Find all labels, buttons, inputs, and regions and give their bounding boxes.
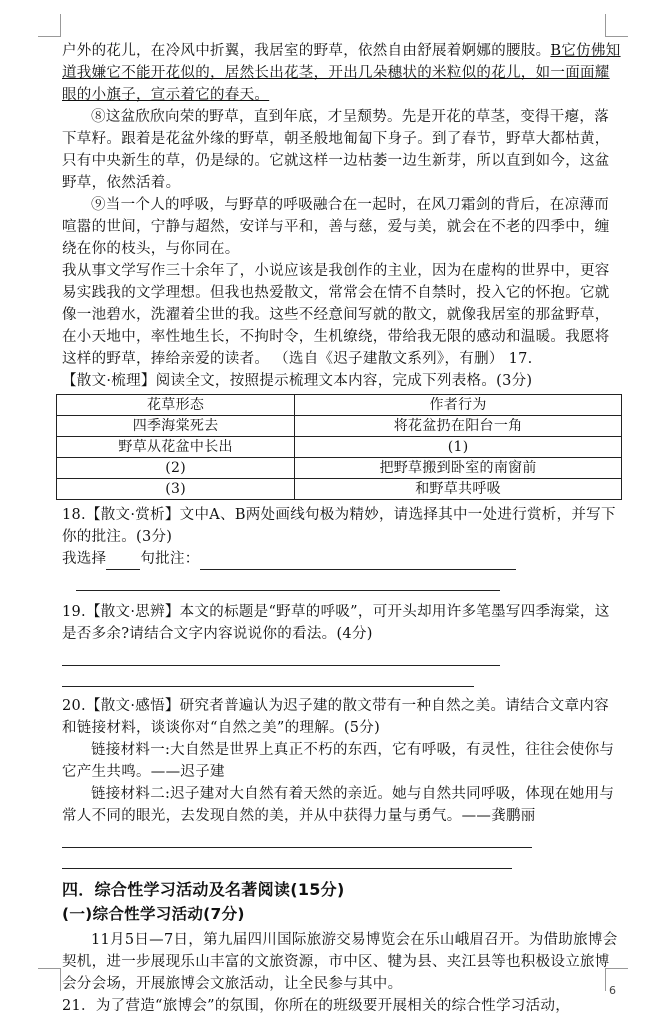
paragraph-9: ⑨当一个人的呼吸，与野草的呼吸融合在一起时，在风刀霜剑的背后，在凉薄而喧嚣的世间，宁静与超然，安详与平和，善与慈，爱与美，就会在不老的四季中，缠绕在你的枝头，与你同在。 [62, 197, 610, 257]
table-header-cell: 花草形态 [57, 395, 295, 416]
crop-mark-bottom-left [38, 968, 61, 991]
table-cell: 野草从花盆中长出 [57, 437, 295, 458]
table-cell: 四季海棠死去 [57, 416, 295, 437]
table-row [57, 437, 622, 458]
section-title: 四．综合性学习活动及名著阅读(15分) [62, 880, 345, 899]
answer-line[interactable] [76, 570, 500, 591]
q17-text: 阅读全文，按照提示梳理文本内容，完成下列表格。(3分) [155, 373, 533, 389]
q18-answer-line [62, 548, 622, 570]
crop-mark-top-right [605, 14, 628, 37]
answer-cell-2[interactable]: (2) [57, 458, 295, 479]
table-cell: 把野草搬到卧室的南窗前 [295, 458, 622, 479]
document-page [62, 40, 622, 1017]
author-note-text: 我从事文学写作三十余年了，小说应该是我创作的主业，因为在虚构的世界中，更容易实践我的文学理想。但我也热爱散文，常常会在情不自禁时，投入它的怀抱。它就像一池碧水，洗濯着尘世的我。这些不经意间写就的散文，就像我居室的那盆野草，在小天地中，率性地生长，不拘时令，生机缭绕，带给我无限的感动和温暖。我愿将这样的野草，捧给亲爱的读者。 [62, 263, 610, 367]
crop-mark-top-left [38, 14, 61, 37]
answer-cell-3[interactable]: (3) [57, 479, 295, 500]
paragraph-8: ⑧这盆欣欣向荣的野草，直到年底，才呈颓势。先是开花的草茎，变得干瘪，落下草籽。跟着是花盆外缘的野草，朝圣般地匍匐下身子。到了春节，野草大都枯黄，只有中央新生的草，仍是绿的。它就这样一边枯萎一边生新芽，所以直到如今，这盆野草，依然活着。 [62, 109, 610, 191]
answer-line[interactable] [62, 848, 512, 869]
q18-prompt: 18.【散文·赏析】文中A、B两处画线句极为精妙，请选择其中一处进行赏析，并写下你的批注。(3分) [62, 507, 616, 545]
table-header-cell: 作者行为 [295, 395, 622, 416]
q17-tag: 【散文·梳理】 [62, 373, 156, 389]
q17-number: 17. [508, 351, 533, 367]
annotation-label: 句批注： [140, 551, 200, 567]
subsection-title: (一)综合性学习活动(7分) [62, 905, 245, 923]
q21-prompt: 21．为了营造“旅博会”的氛围，你所在的班级要开展相关的综合性学习活动， [62, 998, 571, 1014]
source-note: （选自《迟子建散文系列》，有删） [274, 351, 504, 367]
link-material-2: 链接材料二:迟子建对大自然有着天然的亲近。她与自然共同呼吸，体现在她用与常人不同的眼光，去发现自然的美，并从中获得力量与勇气。——龚鹏丽 [62, 786, 615, 824]
answer-line[interactable] [62, 666, 474, 687]
annotation-blank[interactable] [200, 569, 516, 570]
table-cell: 将花盆扔在阳台一角 [295, 416, 622, 437]
intro-text: 户外的花儿，在冷风中折翼，我居室的野草，依然自由舒展着婀娜的腰肢。 [62, 43, 551, 59]
passage-intro [62, 40, 622, 106]
answer-cell-1[interactable]: (1) [295, 437, 622, 458]
table-cell: 和野草共呼吸 [295, 479, 622, 500]
answer-line[interactable] [62, 827, 532, 848]
table-header-row [57, 395, 622, 416]
author-note [62, 260, 622, 392]
choose-label: 我选择 [62, 551, 107, 567]
table-row [57, 479, 622, 500]
link-material-1: 链接材料一:大自然是世界上真正不朽的东西，它有呼吸，有灵性，往往会使你与它产生共鸣。——迟子建 [62, 742, 615, 780]
q20-prompt: 20.【散文·感悟】研究者普遍认为迟子建的散文带有一种自然之美。请结合文章内容和链接材料，谈谈你对“自然之美”的理解。(5分) [62, 698, 609, 736]
q19-prompt: 19.【散文·思辨】本文的标题是“野草的呼吸”，可开头却用许多笔墨写四季海棠，这是否多余?请结合文字内容说说你的看法。(4分) [62, 604, 610, 642]
sentence-choice-blank[interactable] [106, 569, 140, 570]
table-row [57, 458, 622, 479]
underlined-sentence-b: B它仿佛知道我嫌它不能开花似的，居然长出花茎，开出几朵穗状的米粒似的花儿，如一面面耀眼的小旗子，宣示着它的春天。 [62, 43, 621, 103]
page-number: 6 [609, 984, 616, 997]
answer-line[interactable] [62, 645, 500, 666]
section-intro: 11月5日—7日，第九届四川国际旅游交易博览会在乐山峨眉召开。为借助旅博会契机，进一步展现乐山丰富的文旅资源，市中区、犍为县、夹江县等也积极设立旅博会分会场，开展旅博会文旅活动，让全民参与其中。 [62, 932, 618, 992]
table-row [57, 416, 622, 437]
q17-table [56, 394, 622, 500]
